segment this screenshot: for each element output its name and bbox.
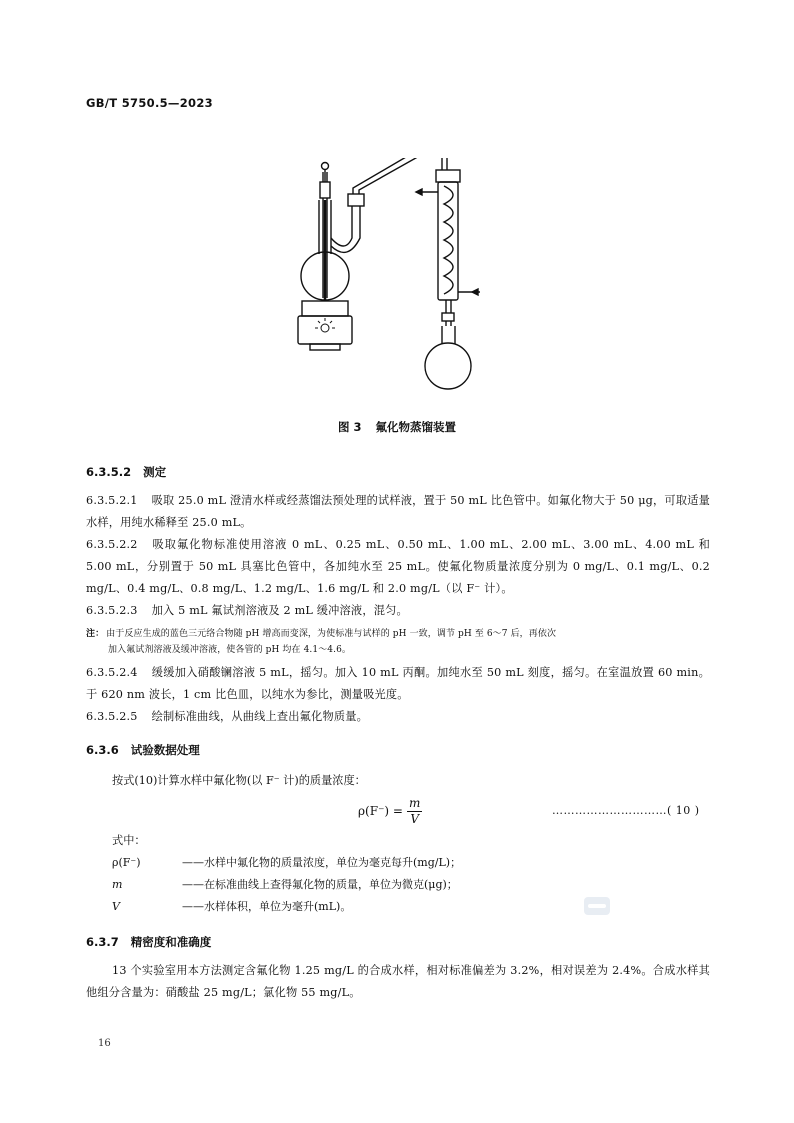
- note: [86, 626, 710, 658]
- section-title: 精密度和准确度: [130, 935, 212, 949]
- formula-denominator: V: [410, 812, 419, 826]
- section-number: 6.3.7: [86, 935, 119, 949]
- note-line-2: 加入氟试剂溶液及缓冲溶液，使各管的 pH 均在 4.1～4.6。: [108, 645, 352, 655]
- definition-row: [112, 852, 461, 874]
- equation-number: …………………………( 10 ): [552, 804, 700, 817]
- clause-text: 绘制标准曲线，从曲线上查出氟化物质量。: [151, 710, 368, 723]
- clause-text: 加入 5 mL 氟试剂溶液及 2 mL 缓冲溶液，混匀。: [151, 604, 408, 617]
- figure-number: 图 3: [337, 420, 362, 434]
- standard-code: GB/T 5750.5—2023: [86, 96, 213, 110]
- section-heading-636: [86, 742, 200, 758]
- clause-number: 6.3.5.2.5: [86, 710, 138, 723]
- formula-10: [358, 796, 422, 827]
- clause-text: 吸取 25.0 mL 澄清水样或经蒸馏法预处理的试样液，置于 50 mL 比色管中。如氟化物大于 50 μg，可取适量水样，用纯水稀释至 25.0 mL。: [86, 494, 710, 529]
- clause-text: 吸取氟化物标准使用溶液 0 mL、0.25 mL、0.50 mL、1.00 mL、2.00 mL、3.00 mL、4.00 mL 和 5.00 mL，分别置于 50 mL 具塞比色管中，各加纯水至 25 mL。使氟化物质量浓度分别为 0 mg/L、0.1 mg/L、0.2 mg/L、0.4 mg/L、0.8 mg/L、1.2 mg/L、1.6 mg/L 和 2.0 mg/L（以 F⁻ 计）。: [86, 538, 710, 595]
- section-heading-6352: [86, 464, 166, 480]
- formula-lhs: ρ(F⁻) =: [358, 804, 403, 818]
- calculation-intro: 按式(10)计算水样中氟化物(以 F⁻ 计)的质量浓度：: [112, 774, 366, 787]
- formula-fraction: [407, 796, 422, 827]
- section-title: 试验数据处理: [130, 743, 200, 757]
- clause-number: 6.3.5.2.2: [86, 538, 138, 551]
- paragraph-6352-4: [86, 662, 710, 706]
- clause-number: 6.3.5.2.1: [86, 494, 138, 507]
- section-title: 测定: [143, 465, 167, 479]
- paragraph-6352-1: [86, 490, 710, 534]
- definition-row: [112, 874, 461, 896]
- paragraph-6352-2: [86, 534, 710, 600]
- section-heading-637: [86, 934, 211, 950]
- paragraph-6352-3: [86, 600, 710, 622]
- precision-paragraph: 13 个实验室用本方法测定含氟化物 1.25 mg/L 的合成水样，相对标准偏差为 3.2%，相对误差为 2.4%。合成水样其他组分含量为：硝酸盐 25 mg/L；氯化物 55 mg/L。: [86, 964, 710, 999]
- formula-numerator: m: [408, 796, 421, 810]
- symbol: m: [112, 878, 123, 891]
- clause-text: 缓缓加入硝酸镧溶液 5 mL，摇匀。加入 10 mL 丙酮。加纯水至 50 mL 刻度，摇匀。在室温放置 60 min。于 620 nm 波长，1 cm 比色皿，以纯水为参比，测量吸光度。: [86, 666, 710, 701]
- section-number: 6.3.5.2: [86, 465, 132, 479]
- symbol-description: ——在标准曲线上查得氟化物的质量，单位为微克(μg)；: [182, 878, 458, 891]
- note-line-1: 由于反应生成的蓝色三元络合物随 pH 增高而变深，为使标准与试样的 pH 一致，调节 pH 至 6～7 后，再依次: [106, 629, 557, 639]
- section-number: 6.3.6: [86, 743, 119, 757]
- clause-number: 6.3.5.2.3: [86, 604, 138, 617]
- symbol: ρ(F⁻): [112, 856, 141, 869]
- page-number: 16: [98, 1038, 111, 1049]
- symbol-description: ——水样体积，单位为毫升(mL)。: [182, 900, 352, 913]
- symbol-description: ——水样中氟化物的质量浓度，单位为毫克每升(mg/L)；: [182, 856, 462, 869]
- note-label: 注：: [86, 629, 105, 639]
- sac-watermark-icon: [584, 897, 610, 915]
- symbol: V: [112, 900, 120, 913]
- clause-number: 6.3.5.2.4: [86, 666, 138, 679]
- symbol-definitions: [112, 852, 461, 918]
- figure-caption: [0, 419, 794, 435]
- where-label: 式中：: [112, 834, 146, 847]
- definition-row: [112, 896, 461, 918]
- paragraph-6352-5: [86, 706, 710, 728]
- figure-title: 氟化物蒸馏装置: [375, 420, 456, 434]
- distillation-apparatus-figure: [290, 158, 510, 398]
